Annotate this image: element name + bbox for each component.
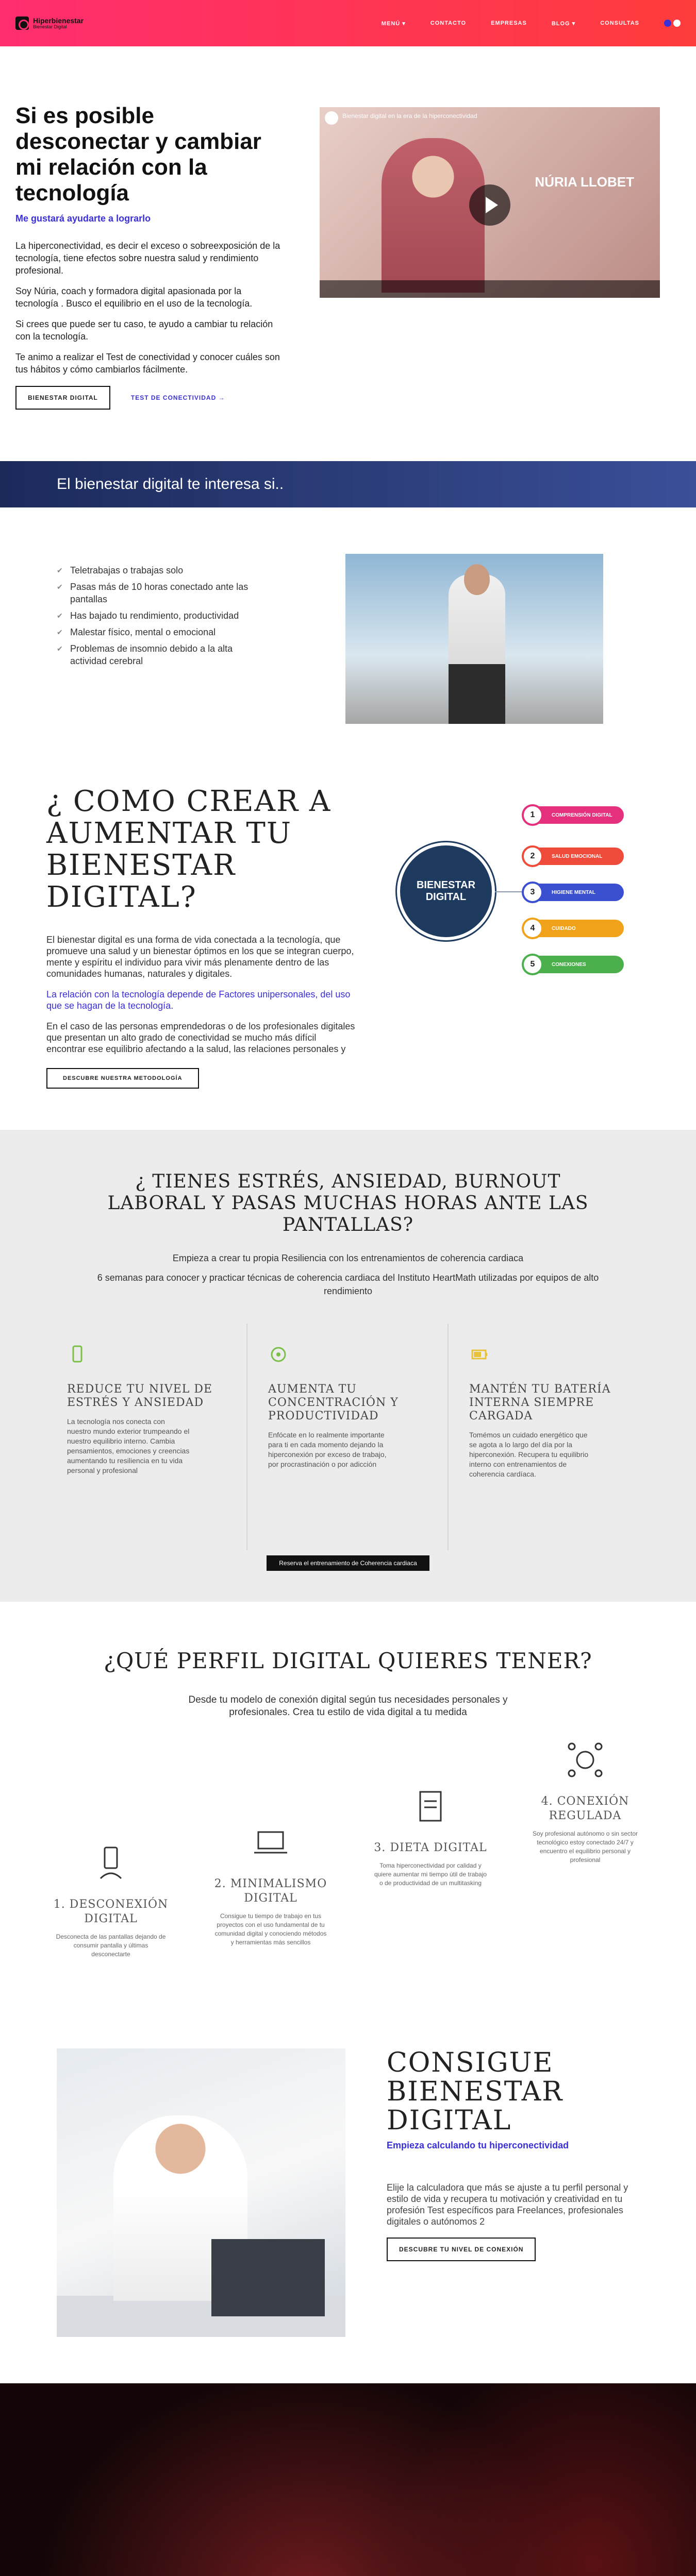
podcast-section [0, 2383, 696, 2576]
perfil-description: Desde tu modelo de conexión digital según tus necesidades personales y profesionales. Crea tu estilo de vida digital a tu medida [188, 1694, 508, 1718]
test-conectividad-link[interactable]: TEST DE CONECTIVIDAD → [130, 394, 225, 401]
crear-paragraph: La relación con la tecnología depende de Factores unipersonales, del uso que se hagan de la tecnología. [46, 989, 351, 1011]
hero-paragraph: Soy Núria, coach y formadora digital apasionada por la tecnología . Busco el equilibrio en el uso de la tecnología. [15, 286, 253, 309]
channel-avatar [325, 111, 338, 125]
step-label: CONEXIONES [552, 961, 586, 968]
phone-icon [67, 1344, 88, 1365]
nav-consultas[interactable]: CONSULTAS [600, 20, 639, 26]
hero-subtitle: Me gustará ayudarte a lograrlo [15, 213, 151, 224]
profile-text: Soy profesional autónomo o sin sector tecnológico estoy conectado 24/7 y encuentro el equilibrio personal y profesional [532, 1830, 638, 1863]
video-title: Bienestar digital en la era de la hiperconectividad [342, 112, 477, 120]
diagram-step [526, 956, 624, 973]
profile-card[interactable] [198, 1822, 343, 1947]
perfil-section [0, 1602, 696, 2028]
main-nav [382, 20, 681, 27]
benefit-card [449, 1324, 650, 1550]
interest-banner [0, 461, 696, 507]
search-icon[interactable] [673, 20, 681, 27]
nav-empresas[interactable]: EMPRESAS [491, 20, 527, 26]
card-title: MANTÉN TU BATERÍA INTERNA SIEMPRE CARGADA [469, 1383, 611, 1422]
hero-section [0, 46, 696, 440]
card-title: REDUCE TU NIVEL DE ESTRÉS Y ANSIEDAD [67, 1383, 213, 1409]
benefit-card [247, 1324, 449, 1550]
step-number: 5 [522, 954, 543, 975]
nav-menu[interactable]: MENÚ ▾ [381, 20, 406, 27]
profile-grid [39, 1739, 657, 2007]
crear-section [0, 755, 696, 1099]
diagram-step [526, 920, 624, 937]
intro-video[interactable] [320, 107, 660, 298]
stress-section [0, 1130, 696, 1602]
step-label: HIGIENE MENTAL [552, 889, 595, 895]
card-text: Enfócate en lo realmente importante para ti en cada momento dejando la hiperconexión por exceso de trabajo, por procrastinación o por adicción [268, 1431, 387, 1468]
list-item: ✔ Teletrabajas o trabajas solo [57, 564, 263, 577]
stress-paragraph: 6 semanas para conocer y practicar técnicas de coherencia cardiaca del Instituto HeartMath utilizadas por equipos de alto rendimiento [97, 1273, 599, 1296]
battery-icon [469, 1344, 490, 1365]
phone-hand-icon [90, 1842, 131, 1884]
crear-title: ¿ COMO CREAR A AUMENTAR TU BIENESTAR DIGITAL? [46, 785, 332, 914]
step-number: 3 [522, 882, 543, 903]
profile-card[interactable] [513, 1739, 657, 1865]
logo[interactable] [15, 16, 84, 30]
step-label: CUIDADO [552, 925, 576, 931]
man-figure [449, 574, 505, 724]
crear-paragraph: En el caso de las personas emprendedoras o de los profesionales digitales que presentan un alto grado de conectividad se mucho más difícil encontrar ese equilibrio afectando a la salud, las relaciones personales y [46, 1021, 355, 1054]
card-title: AUMENTA TU CONCENTRACIÓN Y PRODUCTIVIDAD [268, 1383, 399, 1422]
hero-title: Si es posible desconectar y cambiar mi relación con la tecnología [15, 103, 261, 206]
laptop [211, 2239, 325, 2316]
profile-card[interactable] [358, 1786, 503, 1888]
interest-section [0, 507, 696, 755]
top-header [0, 0, 696, 46]
profile-title: 2. MINIMALISMO DIGITAL [214, 1877, 327, 1905]
interest-list [57, 564, 263, 724]
network-icon [565, 1739, 606, 1781]
profile-title: 1. DESCONEXIÓN DIGITAL [53, 1898, 169, 1925]
list-item: ✔ Problemas de insomnio debido a la alta actividad cerebral [57, 642, 263, 667]
bienestar-digital-button[interactable]: BIENESTAR DIGITAL [15, 386, 110, 410]
step-label: SALUD EMOCIONAL [552, 853, 603, 859]
card-text: La tecnología nos conecta con nuestro mundo exterior trumpeando el nuestro equilibrio interno. Cambia pensamientos, emociones y creencias aumentando tu resiliencia en tu vida personal y profesional [67, 1417, 190, 1475]
crear-paragraph: El bienestar digital es una forma de vida conectada a la tecnología, que promueve una salud y un bienestar óptimos en los que se integran cuerpo, mente y espíritu el individuo para vivir más plenamente dentro de las comunidades humanas, naturales y digitales. [46, 935, 354, 979]
hero-paragraph: La hiperconectividad, es decir el exceso o sobreexposición de la tecnología, tiene efectos sobre nuestra salud y rendimiento profesional. [15, 241, 280, 276]
coherencia-button[interactable]: Reserva el entrenamiento de Coherencia cardiaca [267, 1555, 429, 1571]
benefit-cards [15, 1324, 681, 1550]
metodologia-button[interactable]: DESCUBRE NUESTRA METODOLOGÍA [46, 1068, 199, 1089]
diagram-connector [495, 891, 526, 892]
consigue-section [0, 2028, 696, 2383]
logo-title: Hiperbienestar [33, 16, 84, 25]
step-number: 4 [522, 918, 543, 939]
logo-icon [15, 16, 29, 30]
consigue-paragraph: Elije la calculadora que más se ajuste a tu perfil personal y estilo de vida y recupera tu motivación y creatividad en tu profesión Test específicos para Freelances, profesionales digitales o autónomos 2 [387, 2182, 628, 2227]
stressed-man-photo [345, 554, 603, 724]
language-icon[interactable] [664, 20, 671, 27]
profile-text: Desconecta de las pantallas dejando de consumir pantalla y últimas desconectarte [56, 1933, 166, 1958]
profile-title: 3. DIETA DIGITAL [374, 1841, 487, 1854]
list-item: ✔ Malestar físico, mental o emocional [57, 626, 263, 638]
nav-actions [664, 20, 681, 27]
profile-card[interactable] [39, 1842, 183, 1959]
nav-contacto[interactable]: CONTACTO [430, 20, 467, 26]
stress-title: ¿ TIENES ESTRÉS, ANSIEDAD, BURNOUT LABORAL Y PASAS MUCHAS HORAS ANTE LAS PANTALLAS? [107, 1171, 589, 1235]
target-icon [268, 1344, 289, 1365]
step-number: 2 [522, 845, 543, 867]
banner-title: El bienestar digital te interesa si.. [57, 476, 284, 493]
list-item: ✔ Has bajado tu rendimiento, productividad [57, 609, 263, 622]
list-item: ✔ Pasas más de 10 horas conectado ante las pantallas [57, 581, 263, 605]
card-text: Tomémos un cuidado energético que se agota a lo largo del día por la hiperconexión. Recupera tu equilibrio interno con entrenamientos de coherencia cardíaca. [469, 1431, 589, 1478]
benefit-card [46, 1324, 247, 1550]
perfil-title: ¿QUÉ PERFIL DIGITAL QUIERES TENER? [104, 1648, 592, 1673]
nivel-conexion-button[interactable]: DESCUBRE TU NIVEL DE CONEXIÓN [387, 2238, 536, 2261]
video-controls[interactable] [320, 280, 660, 298]
nav-blog[interactable]: BLOG ▾ [551, 20, 576, 27]
stress-paragraph: Empieza a crear tu propia Resiliencia con los entrenamientos de coherencia cardiaca [172, 1253, 524, 1263]
clipboard-icon [410, 1786, 451, 1827]
consigue-title: CONSIGUE BIENESTAR DIGITAL [387, 2047, 564, 2136]
diagram-step [526, 806, 624, 824]
profile-text: Consigue tu tiempo de trabajo en tus proyectos con el uso fundamental de tu comunidad digital y conociendo métodos y herramientas más sencillos [214, 1912, 327, 1946]
woman-laptop-photo [57, 2048, 345, 2337]
consigue-subtitle: Empieza calculando tu hiperconectividad [387, 2140, 569, 2150]
diagram-center: BIENESTAR DIGITAL [397, 842, 495, 940]
diagram-step [526, 884, 624, 901]
video-caption: NÚRIA LLOBET [535, 174, 634, 190]
profile-text: Toma hiperconectividad por calidad y quiere aumentar mi tiempo útil de trabajo o de productividad de un multitasking [374, 1862, 487, 1887]
hero-paragraph: Te animo a realizar el Test de conectividad y conocer cuáles son tus hábitos y cómo cambiarlos fácilmente. [15, 352, 280, 375]
play-icon[interactable] [469, 184, 510, 226]
laptop-icon [250, 1822, 291, 1863]
hero-paragraph: Si crees que puede ser tu caso, te ayudo a cambiar tu relación con la tecnología. [15, 319, 273, 342]
man-head [464, 564, 490, 595]
step-label: COMPRENSIÓN DIGITAL [552, 812, 612, 818]
logo-subtitle: Bienestar Digital [33, 24, 67, 29]
diagram-step [526, 848, 624, 865]
profile-title: 4. CONEXIÓN REGULADA [541, 1795, 629, 1822]
speaker-image [382, 138, 485, 293]
bienestar-diagram [397, 786, 655, 1002]
step-number: 1 [522, 804, 543, 826]
